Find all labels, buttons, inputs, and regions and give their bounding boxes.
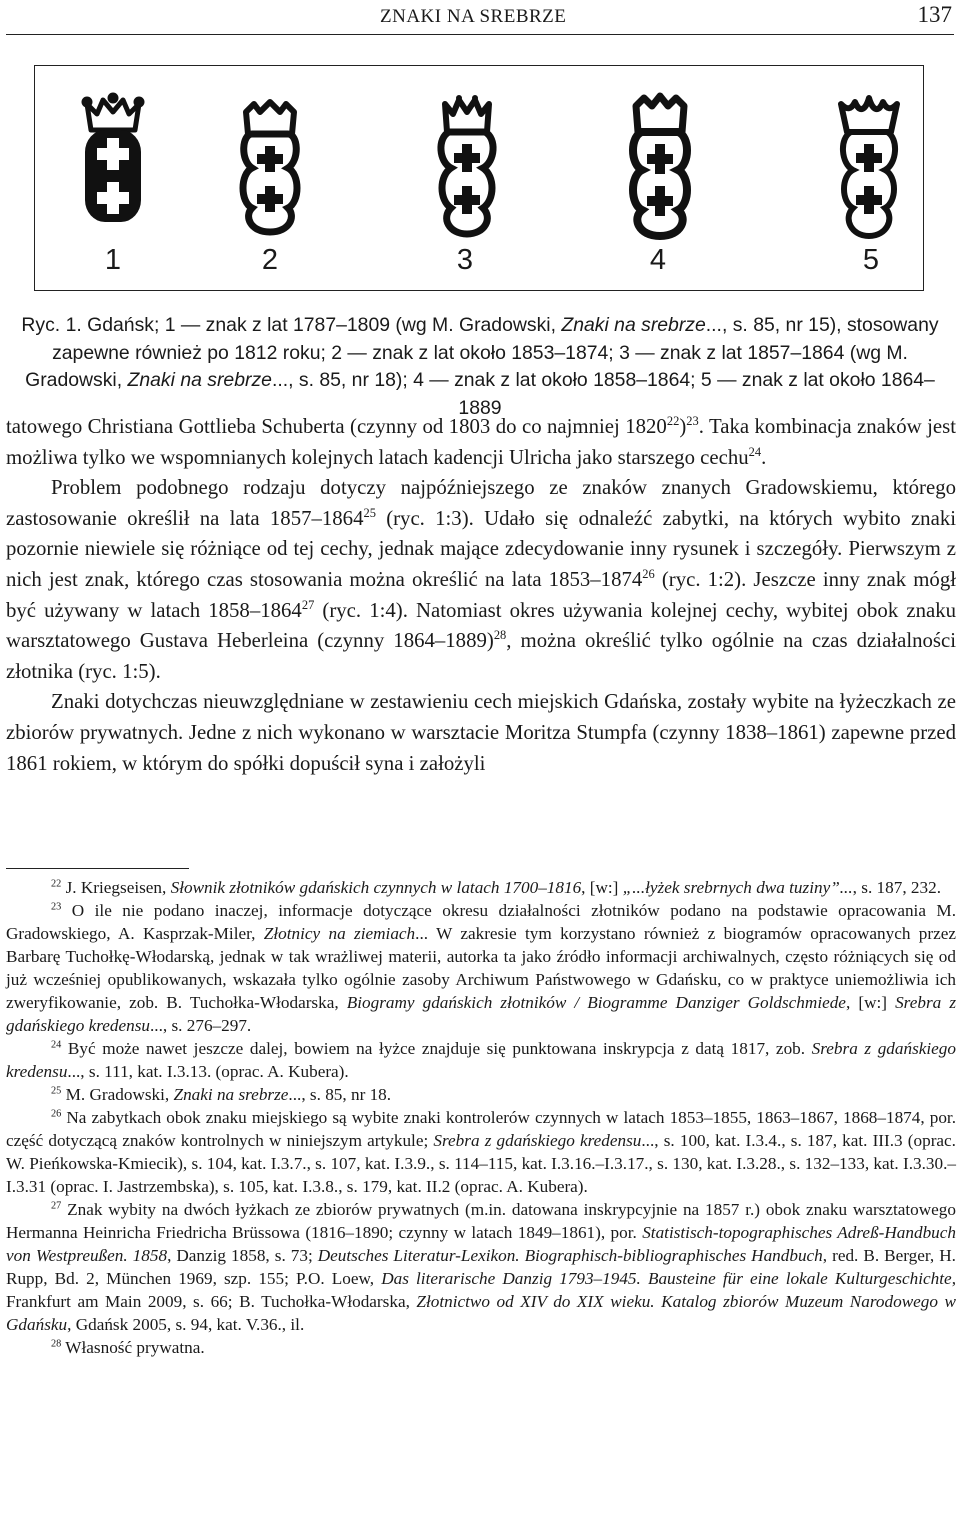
hallmark-4-icon <box>620 90 700 250</box>
hallmark-1-svg <box>73 90 153 250</box>
caption-text: Ryc. 1. Gdańsk; 1 — znak z lat 1787–1809 (wg M. Gradowski, <box>21 314 562 336</box>
caption-text: ..., s. 85, nr 15), stosowany zapewne również po 1812 roku; 2 — znak z lat około 1853–1874; 3 — znak z lat 1857–1864 (wg M. Gradowski, <box>25 314 939 391</box>
body-text <box>6 412 956 779</box>
footnote-ref[interactable]: 25 <box>363 505 376 520</box>
caption-title: Znaki na srebrze <box>561 314 706 336</box>
hallmark-2-svg <box>230 90 310 250</box>
hallmark-2-icon <box>230 90 310 250</box>
hallmark-3-label: 3 <box>456 244 474 276</box>
running-title: ZNAKI NA SREBRZE <box>380 6 567 27</box>
paragraph: Problem podobnego rodzaju dotyczy najpóźniejszego ze znaków znanych Gradowskiemu, którego zastosowanie określił na lata 1857–1864$^{25}$ (ryc. 1:3). Udało się odnaleźć zabytki, na których wybito znaki pozornie niewiele się różniące od tej cechy, jednak mające zdecydowanie inny rysunek i szczegóły. Pierwszym z nich jest znak, którego czas stosowania można określić na lata 1853–1874$^{26}$ (ryc. 1:2). Jeszcze inny znak mógł być używany w latach 1858–1864$^{27}$ (ryc. 1:4). Natomiast okres używania kolejnej cechy, wybitej obok znaku warsztatowego Gustava Heberleina (czynny 1864–1889)$^{28}$, można określić tylko ogólnie na czas działalności złotnika (ryc. 1:5). <box>6 476 957 683</box>
footnote-26: $^{26}$ Na zabytkach obok znaku miejskiego są wybite znaki kontrolerów czynnych w latach 1853–1855, 1863–1867, 1868–1874, por. część dotyczącą znaków kontrolnych w niniejszym artykule; Srebra z gdańskiego kredensu..., s. 100, kat. I.3.4., s. 187, kat. III.3 (oprac. W. Pieńkowska-Kmiecik), s. 104, kat. I.3.7., s. 107, kat. I.3.9., s. 114–115, kat. I.3.16.–I.3.17., s. 130, kat. I.3.28., s. 132–133, kat. I.3.30.–I.3.31 (oprac. I. Jastrzembska), s. 105, kat. I.3.8., s. 179, kat. II.2 (oprac. A. Kubera). <box>6 1108 956 1196</box>
caption-text: ..., s. 85, nr 18); 4 — znak z lat około 1858–1864; 5 — znak z lat około 1864–1889 <box>271 369 935 419</box>
hallmark-4-label: 4 <box>649 244 667 276</box>
footnote-22: $^{22}$ J. Kriegseisen, Słownik złotników gdańskich czynnych w latach 1700–1816, [w:] „...łyżek srebrnych dwa tuziny”..., s. 187, 232. <box>51 878 941 897</box>
hallmark-3-svg <box>427 90 507 250</box>
paragraph: tatowego Christiana Gottlieba Schuberta (czynny od 1803 do co najmniej 1820$^{22}$)$^{23}$. Taka kombinacja znaków jest możliwa tylko we wspomnianych kolejnych latach kadencji Ulricha jako starszego cechu$^{24}$. <box>6 414 956 469</box>
figure-caption <box>6 312 954 422</box>
footnote-number: 27 <box>51 1200 62 1212</box>
hallmark-1-label: 1 <box>104 244 122 276</box>
footnote-number: 26 <box>51 1108 62 1120</box>
footnote-ref[interactable]: 28 <box>493 628 507 643</box>
caption-title: Znaki na srebrze <box>127 369 272 391</box>
paragraph: Znaki dotychczas nieuwzględniane w zestawieniu cech miejskich Gdańska, zostały wybite na łyżeczkach ze zbiorów prywatnych. Jedne z nich wykonano w warsztacie Moritza Stumpfa (czynny 1838–1861) zapewne przed 1861 rokiem, w którym do spółki dopuścił syna i założyli <box>6 690 956 775</box>
hallmark-4-svg <box>620 90 700 250</box>
hallmark-5-svg <box>829 90 909 250</box>
footnote-number: 23 <box>51 901 62 913</box>
footnote-number: 22 <box>51 878 62 890</box>
hallmark-5-label: 5 <box>862 244 880 276</box>
footnote-28: $^{28}$ Własność prywatna. <box>51 1338 205 1357</box>
footnote-ref[interactable]: 23 <box>686 414 699 429</box>
footnote-ref[interactable]: 27 <box>301 597 315 612</box>
footnote-number: 24 <box>51 1039 62 1051</box>
figure-frame <box>34 65 924 291</box>
footnote-ref[interactable]: 24 <box>748 444 762 459</box>
footnote-ref[interactable]: 22 <box>666 414 680 429</box>
footnotes <box>6 876 956 1359</box>
footnote-ref[interactable]: 26 <box>642 567 655 582</box>
running-header <box>0 0 960 36</box>
page-number: 137 <box>917 2 952 27</box>
footnote-25: $^{25}$ M. Gradowski, Znaki na srebrze..., s. 85, nr 18. <box>51 1085 392 1104</box>
header-rule <box>6 34 954 35</box>
footnote-23: $^{23}$ O ile nie podano inaczej, informacje dotyczące okresu działalności złotników podano na podstawie opracowania M. Gradowskiego, A. Kasprzak-Miler, Złotnicy na ziemiach... W zakresie tym korzystano również z biogramów opracowanych przez Barbarę Tuchołkę-Włodarską, jednak w tak wrażliwej materii, autorka ta jako źródło informacji archiwalnych, często różniących się od już wcześniej opublikowanych, wskazała tylko ogólnie zasoby Archiwum Państwowego w Gdańsku, co w praktyce uniemożliwia ich zweryfikowanie, zob. B. Tuchołka-Włodarska, Biogramy gdańskich złotników / Biogramme Danziger Goldschmiede, [w:] Srebra z gdańskiego kredensu..., s. 276–297. <box>6 901 957 1035</box>
hallmark-2-label: 2 <box>261 244 279 276</box>
footnote-separator <box>6 868 189 869</box>
hallmark-3-icon <box>427 90 507 250</box>
footnote-number: 28 <box>51 1338 62 1350</box>
hallmark-1-icon <box>73 90 153 250</box>
footnote-number: 25 <box>51 1085 62 1097</box>
hallmark-5-icon <box>829 90 909 250</box>
footnote-27: $^{27}$ Znak wybity na dwóch łyżkach ze zbiorów prywatnych (m.in. datowana inskrypcyjnie na 1857 r.) obok znaku warsztatowego Hermanna Heinricha Friedricha Brüssowa (1816–1890; czynny w latach 1849–1861), por. Statistisch-topographisches Adreß-Handbuch von Westpreußen. 1858, Danzig 1858, s. 73; Deutsches Literatur-Lexikon. Biographisch-bibliographisches Handbuch, red. B. Berger, H. Rupp, Bd. 2, München 1969, szp. 155; P.O. Loew, Das literarische Danzig 1793–1945. Bausteine für eine lokale Kulturgeschichte, Frankfurt am Main 2009, s. 66; B. Tuchołka-Włodarska, Złotnictwo od XIV do XIX wieku. Katalog zbiorów Muzeum Narodowego w Gdańsku, Gdańsk 2005, s. 94, kat. V.36., il. <box>6 1200 956 1334</box>
footnote-24: $^{24}$ Być może nawet jeszcze dalej, bowiem na łyżce znajduje się punktowana inskrypcja z datą 1817, zob. Srebra z gdańskiego kredensu..., s. 111, kat. I.3.13. (oprac. A. Kubera). <box>6 1039 956 1081</box>
